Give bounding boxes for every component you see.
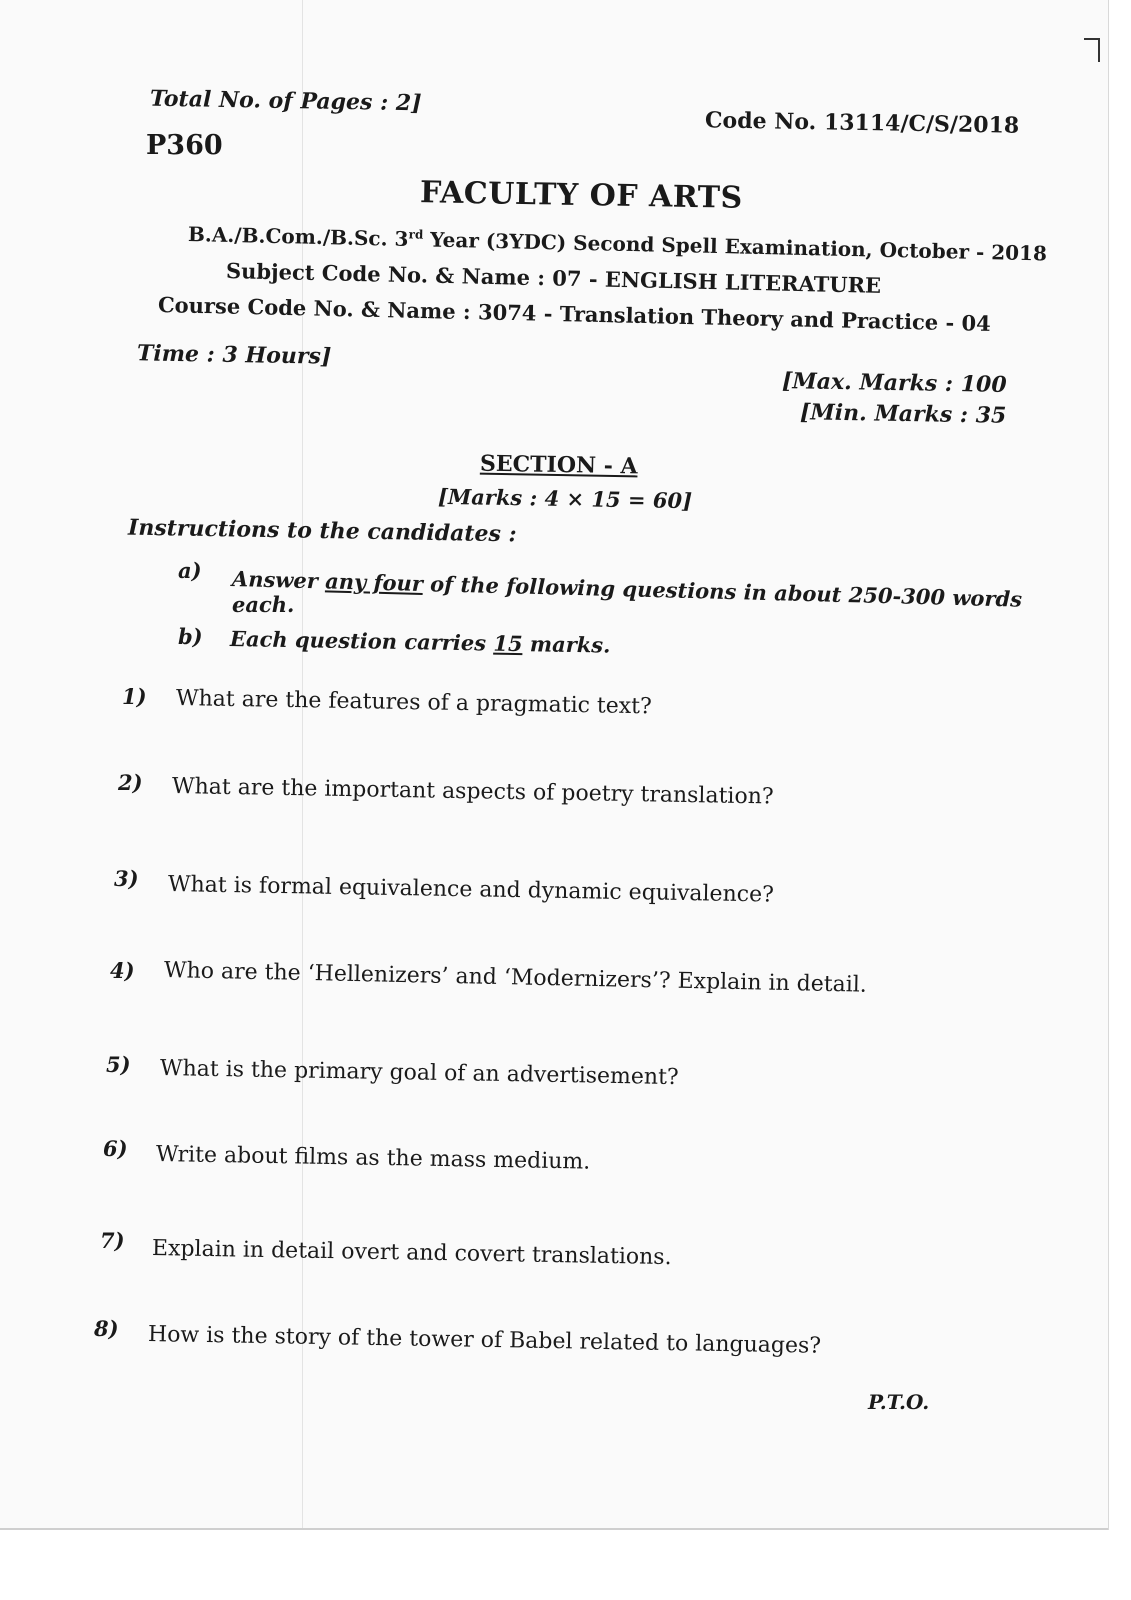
instruction-b-underlined: 15 <box>493 630 523 657</box>
instruction-a-underlined: any four <box>324 568 424 596</box>
sheet-bottom-edge <box>0 1528 1108 1530</box>
instruction-b <box>230 626 611 658</box>
instruction-a <box>232 566 1023 612</box>
instruction-a-before: Answer <box>231 566 326 594</box>
instruction-b-before: Each question carries <box>229 626 494 656</box>
section-marks: [Marks : 4 × 15 = 60] <box>437 483 693 514</box>
instruction-a-after: of the following questions in about 250-300 words <box>422 571 1023 612</box>
min-marks: [Min. Marks : 35 <box>799 399 1007 429</box>
question-text: Who are the ‘Hellenizers’ and ‘Modernizers’? Explain in detail. <box>163 958 868 998</box>
exam-superscript: rd <box>408 227 424 242</box>
question-number: 2) <box>118 770 143 795</box>
instructions-heading: Instructions to the candidates : <box>127 514 517 548</box>
question-text: Write about films as the mass medium. <box>155 1142 591 1175</box>
question-text: What is formal equivalence and dynamic equivalence? <box>167 872 775 908</box>
max-marks: [Max. Marks : 100 <box>781 368 1007 398</box>
section-title: SECTION - A <box>479 450 638 480</box>
corner-mark <box>1084 38 1100 62</box>
exam-prefix: B.A./B.Com./B.Sc. 3 <box>187 222 409 252</box>
question-text: What is the primary goal of an advertisement? <box>159 1056 679 1091</box>
instruction-a-letter: a) <box>178 558 202 583</box>
faculty-title: FACULTY OF ARTS <box>419 175 744 216</box>
question-text: How is the story of the tower of Babel related to languages? <box>147 1322 822 1359</box>
question-number: 1) <box>122 684 147 709</box>
exam-title <box>188 222 1047 265</box>
instruction-a-continued: each. <box>232 592 295 617</box>
question-text: What are the features of a pragmatic text? <box>175 686 653 720</box>
exam-suffix: Year (3YDC) Second Spell Examination, October - 2018 <box>422 227 1048 266</box>
time-allowed: Time : 3 Hours] <box>136 340 332 370</box>
please-turn-over: P.T.O. <box>868 1390 930 1414</box>
course-line: Course Code No. & Name : 3074 - Translation Theory and Practice - 04 <box>157 292 992 336</box>
paper-code: P360 <box>146 130 223 161</box>
total-pages: Total No. of Pages : 2] <box>149 85 422 117</box>
instruction-b-after: marks. <box>522 631 611 658</box>
code-number: Code No. 13114/C/S/2018 <box>704 107 1020 139</box>
instruction-b-letter: b) <box>178 624 203 649</box>
subject-line: Subject Code No. & Name : 07 - ENGLISH LITERATURE <box>225 258 882 298</box>
question-number: 5) <box>106 1052 131 1077</box>
question-text: What are the important aspects of poetry translation? <box>171 774 774 810</box>
question-number: 8) <box>94 1316 119 1341</box>
question-number: 4) <box>110 958 135 983</box>
question-text: Explain in detail overt and covert translations. <box>151 1236 672 1271</box>
question-number: 3) <box>114 866 139 891</box>
question-number: 7) <box>100 1228 125 1253</box>
question-number: 6) <box>103 1136 128 1161</box>
